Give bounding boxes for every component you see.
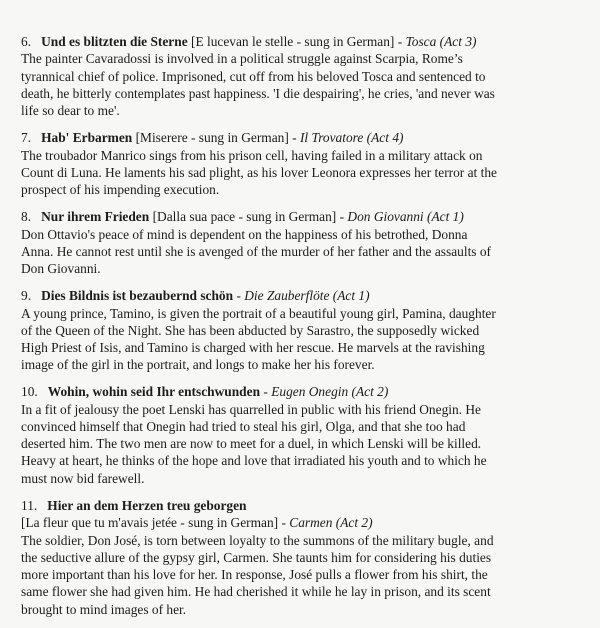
opera-reference: Eugen Onegin (Act 2) bbox=[271, 384, 389, 400]
track-synopsis bbox=[21, 226, 583, 278]
opera-reference: Carmen (Act 2) bbox=[289, 515, 373, 531]
synopsis-line: Don Giovanni. bbox=[21, 261, 101, 277]
opera-reference: Tosca (Act 3) bbox=[405, 34, 477, 49]
track-notes bbox=[21, 33, 583, 628]
track-heading bbox=[21, 287, 583, 304]
track-original-title: [Dalla sua pace - sung in German] - bbox=[152, 209, 345, 225]
track-separator: - bbox=[263, 384, 268, 400]
track-title: Dies Bildnis ist bezaubernd schön bbox=[41, 288, 234, 304]
track-subheading bbox=[21, 514, 583, 531]
synopsis-line: In a fit of jealousy the poet Lenski has quarrelled in public with his friend Onegin. He bbox=[21, 401, 481, 417]
synopsis-line: Count di Luna. He laments his sad plight, as his lover Leonora expresses her terror at the bbox=[21, 164, 497, 180]
synopsis-line: Anna. He cannot rest until she is avenged of the murder of her father and the assaults of bbox=[21, 243, 492, 259]
track-synopsis bbox=[21, 401, 583, 487]
synopsis-line: deserted him. The two men are now to meet for a duel, in which Lenski will be killed. bbox=[21, 436, 482, 452]
synopsis-line: tyrannical chief of police. Imprisoned, cut off from his beloved Tosca and sentenced to bbox=[21, 68, 486, 84]
opera-reference: Don Giovanni (Act 1) bbox=[347, 209, 464, 225]
track-entry bbox=[21, 33, 583, 119]
synopsis-line: image of the girl in the portrait, and longs to make her his forever. bbox=[21, 357, 375, 373]
track-number: 8. bbox=[21, 209, 32, 225]
track-entry bbox=[21, 129, 583, 198]
synopsis-line: death, he bitterly contemplates past happiness. 'I die despairing', he cries, 'and never was bbox=[21, 85, 495, 101]
synopsis-line: prospect of his impending execution. bbox=[21, 182, 220, 198]
track-synopsis bbox=[21, 532, 583, 618]
opera-reference: Die Zauberflöte (Act 1) bbox=[244, 288, 370, 304]
track-synopsis bbox=[21, 50, 583, 119]
track-heading bbox=[21, 33, 583, 50]
synopsis-line: same flower she had given him. He had cherished it while he lay in prison, and its scent bbox=[21, 584, 491, 600]
track-heading bbox=[21, 497, 583, 514]
track-number: 9. bbox=[21, 288, 32, 304]
track-original-title: [La fleur que tu m'avais jetée - sung in German] - bbox=[21, 515, 286, 531]
synopsis-line: The soldier, Don José, is torn between loyalty to the summons of the military bugle, and bbox=[21, 532, 494, 548]
synopsis-line: more important than his love for her. In response, José pulls a flower from his shirt, the bbox=[21, 567, 488, 583]
synopsis-line: life so dear to me'. bbox=[21, 103, 120, 119]
track-original-title: [Miserere - sung in German] - bbox=[135, 130, 297, 146]
track-synopsis bbox=[21, 147, 583, 199]
track-entry bbox=[21, 497, 583, 618]
track-number: 10. bbox=[21, 384, 38, 400]
track-heading bbox=[21, 208, 583, 225]
track-synopsis bbox=[21, 305, 583, 374]
synopsis-line: Heavy at heart, he thinks of the hope and love that irradiated his youth and to which he bbox=[21, 453, 487, 469]
synopsis-line: convinced himself that Onegin had tried to steal his girl, Olga, and that she too had bbox=[21, 419, 466, 435]
synopsis-line: The painter Cavaradossi is involved in a political struggle against Scarpia, Rome’s bbox=[21, 51, 463, 67]
track-heading bbox=[21, 129, 583, 146]
track-entry bbox=[21, 287, 583, 373]
track-title: Hab' Erbarmen bbox=[41, 130, 133, 146]
synopsis-line: of the Queen of the Night. She has been abducted by Sarastro, the supposedly wicked bbox=[21, 322, 480, 338]
track-heading bbox=[21, 383, 583, 400]
track-entry bbox=[21, 383, 583, 486]
track-title: Hier an dem Herzen treu geborgen bbox=[47, 497, 247, 513]
synopsis-line: the seductive allure of the gypsy girl, Carmen. She taunts him for considering his duties bbox=[21, 549, 492, 565]
track-separator: - bbox=[236, 288, 241, 304]
track-number: 11. bbox=[21, 497, 38, 513]
track-number: 7. bbox=[21, 130, 32, 146]
track-original-title: [E lucevan le stelle - sung in German] - bbox=[191, 34, 403, 49]
synopsis-line: A young prince, Tamino, is given the portrait of a beautiful young girl, Pamina, daughter bbox=[21, 305, 496, 321]
track-title: Nur ihrem Frieden bbox=[41, 209, 150, 225]
track-number: 6. bbox=[21, 34, 32, 49]
opera-reference: Il Trovatore (Act 4) bbox=[299, 130, 404, 146]
track-title: Und es blitzten die Sterne bbox=[41, 34, 188, 49]
track-title: Wohin, wohin seid Ihr entschwunden bbox=[47, 384, 261, 400]
synopsis-line: The troubador Manrico sings from his prison cell, having failed in a military attack on bbox=[21, 147, 483, 163]
track-entry bbox=[21, 208, 583, 277]
synopsis-line: brought to mind images of her. bbox=[21, 601, 187, 617]
synopsis-line: High Priest of Isis, and Tamino is charged with her rescue. He marvels at the ravishing bbox=[21, 340, 485, 356]
synopsis-line: Don Ottavio's peace of mind is dependent on the happiness of his betrothed, Donna bbox=[21, 226, 468, 242]
synopsis-line: must now bid farewell. bbox=[21, 470, 145, 486]
